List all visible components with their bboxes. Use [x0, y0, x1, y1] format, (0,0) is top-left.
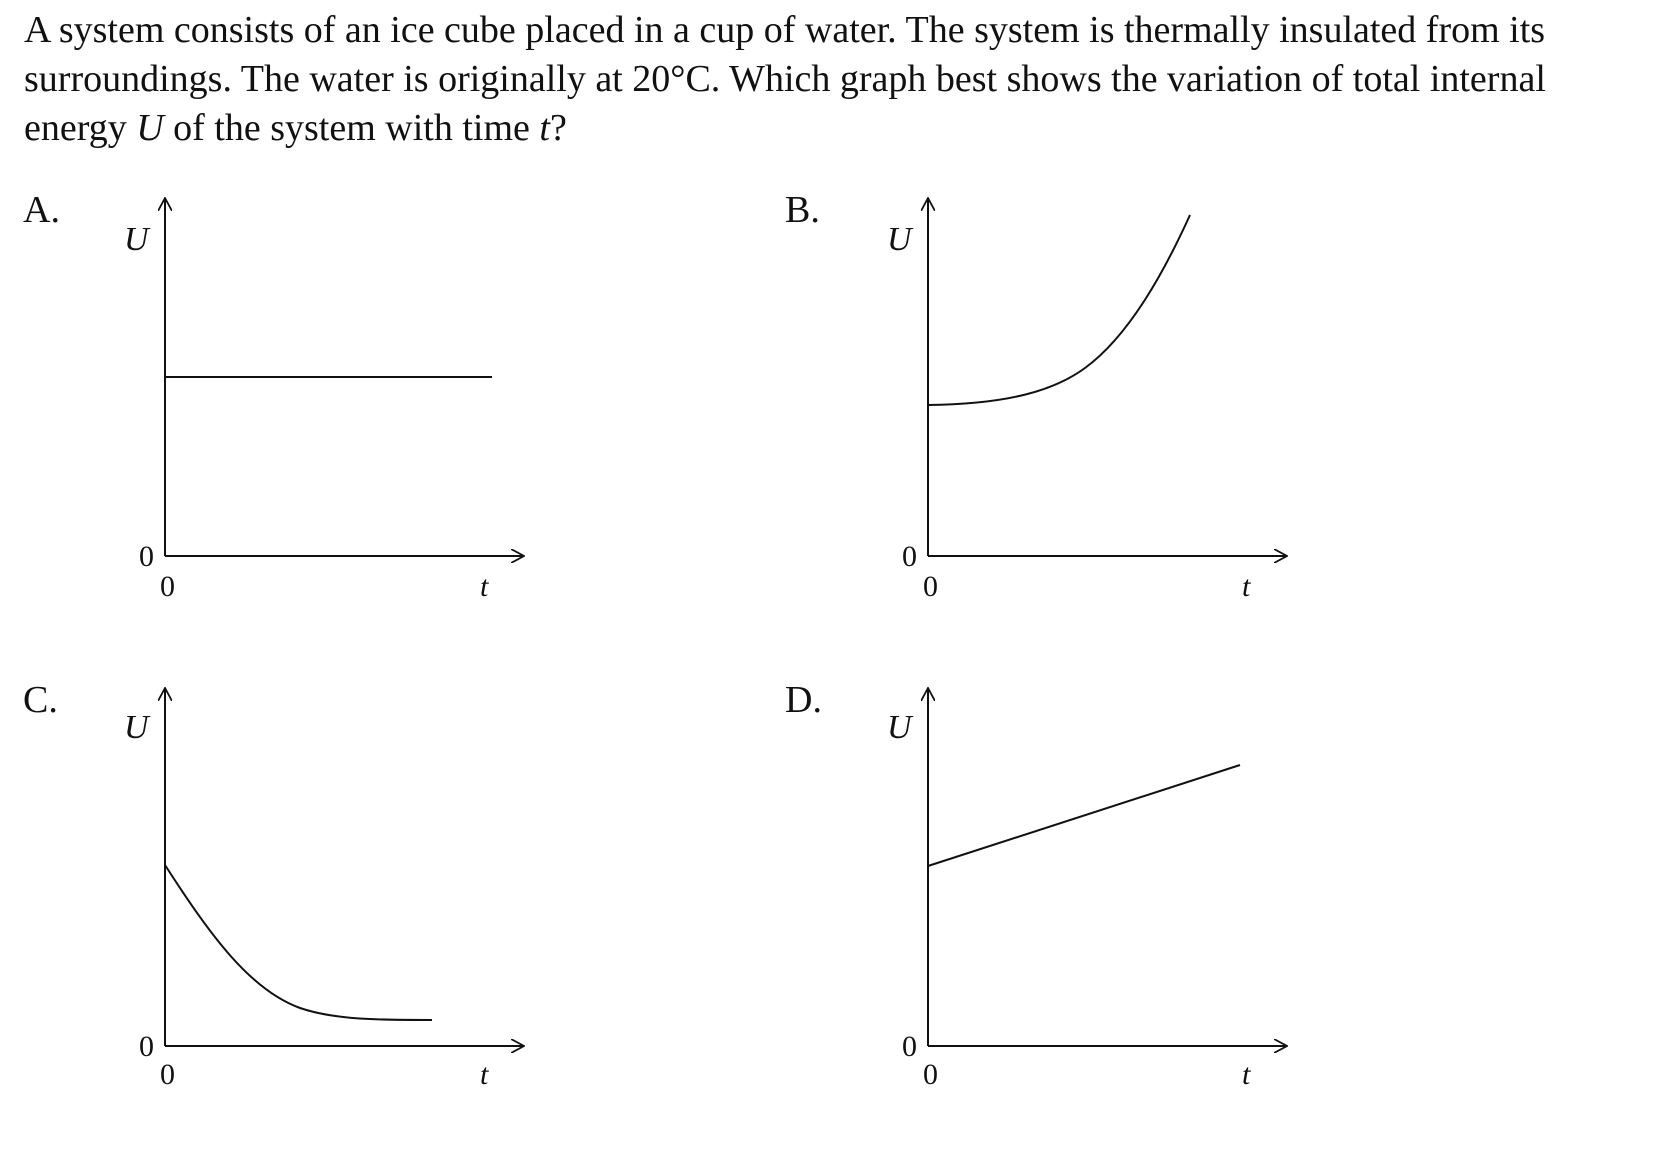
option-a-label[interactable]: A.: [23, 189, 60, 231]
y-origin-label: 0: [902, 540, 917, 573]
graph-c[interactable]: [124, 688, 524, 1091]
x-axis-label: t: [1242, 1058, 1251, 1091]
variable-u: U: [136, 107, 164, 149]
y-axis-label: U: [887, 709, 912, 746]
option-d-label[interactable]: D.: [785, 679, 822, 721]
x-origin-label: 0: [923, 570, 938, 603]
question-line-3-mid: of the system with time: [163, 107, 540, 149]
curve-decreasing-decaying: [165, 865, 432, 1020]
variable-t: t: [539, 107, 550, 149]
x-origin-label: 0: [160, 1058, 175, 1091]
y-origin-label: 0: [139, 1030, 154, 1063]
question-line-3-post: ?: [549, 107, 567, 149]
graph-b[interactable]: [887, 198, 1287, 603]
curve-increasing-accelerating: [928, 215, 1190, 405]
x-axis-label: t: [480, 570, 489, 603]
question-line-1: A system consists of an ice cube placed in a cup of water. The system is thermally insulated from its: [24, 9, 1546, 51]
x-axis-label: t: [480, 1058, 489, 1091]
graph-d[interactable]: [887, 688, 1287, 1091]
question-line-3-pre: energy: [24, 107, 137, 149]
x-axis-label: t: [1242, 570, 1251, 603]
graph-a[interactable]: [124, 198, 524, 603]
y-origin-label: 0: [902, 1030, 917, 1063]
x-origin-label: 0: [923, 1058, 938, 1091]
x-origin-label: 0: [160, 570, 175, 603]
y-origin-label: 0: [139, 540, 154, 573]
option-c-label[interactable]: C.: [23, 679, 58, 721]
y-axis-label: U: [124, 709, 149, 746]
question-line-2: surroundings. The water is originally at 20°C. Which graph best shows the variation of total internal: [24, 58, 1546, 100]
curve-increasing-linear: [928, 765, 1240, 866]
y-axis-label: U: [124, 221, 149, 258]
option-b-label[interactable]: B.: [785, 189, 820, 231]
y-axis-label: U: [887, 221, 912, 258]
